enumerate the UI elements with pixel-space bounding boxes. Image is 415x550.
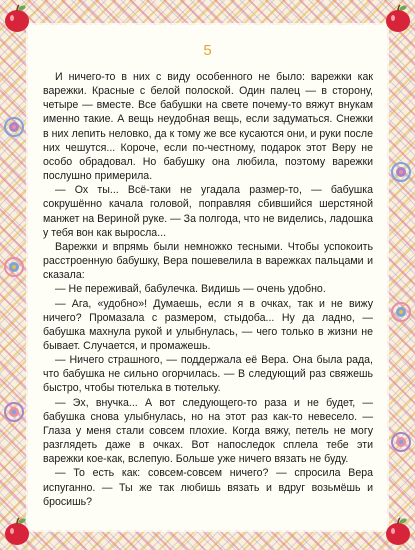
folk-flower-icon <box>389 300 413 324</box>
folk-flower-icon <box>389 160 413 184</box>
folk-flower-icon <box>2 255 26 279</box>
folk-flower-icon <box>389 430 413 454</box>
story-text <box>43 70 373 509</box>
paragraph: И ничего-то в них с виду особенного не было: варежки как варежки. Красные с белой полоской. Один палец — в сторону, четыре — вместе. Все бабушки на свете почему-то вяжут внукам именно такие. А вещь неудобная вещь, если задуматься. Снежки в них лепить неловко, да к тому же все кусаются они, и руки после них чешутся... Короче, если по-честному, подарок этот Веру не особо обрадовал. Но бабушку она любила, поэтому варежки послушно примерила. <box>43 71 373 183</box>
paragraph: — Ага, «удобно»! Думаешь, если я в очках, так и не вижу ничего? Промазала с размером, стыдоба... Ну да ладно, — бабушка махнула рукой и улыбнулась, — чего только в жизни не бывает. Случается, и промажешь. <box>43 297 373 352</box>
paragraph: — Эх, внучка... А вот следующего-то раза и не будет, — бабушка снова улыбнулась, но на этот раз как-то невесело. — Глаза у меня стали совсем плохие. Когда вяжу, петель не могу разглядеть даже в очках. Вот напоследок сплела тебе эти варежки кое-как, вслепую. Больше уже ничего вязать не буду. <box>43 396 373 466</box>
paragraph: — Не переживай, бабулечка. Видишь — очень удобно. <box>55 283 326 296</box>
paragraph: — Ничего страшного, — поддержала её Вера. Она была рада, что бабушка не сильно огорчилась. — В следующий раз свяжешь быстро, чтобы тютелька в тютельку. <box>43 354 373 395</box>
apple-icon <box>383 2 413 34</box>
paragraph: — Ох ты... Всё-таки не угадала размер-то, — бабушка сокрушённо качала головой, поправляя сбившийся шерстяной манжет на Вериной руке. — За полгода, что не виделись, ладошка у тебя вон как выросла... <box>43 184 373 239</box>
page-number: 5 <box>203 42 212 59</box>
folk-flower-icon <box>2 400 26 424</box>
folk-flower-icon <box>2 115 26 139</box>
paragraph: — То есть как: совсем-совсем ничего? — спросила Вера испуганно. — Ты же так любишь вязать и вдруг возьмёшь и бросишь? <box>43 467 373 508</box>
apple-icon <box>2 2 32 34</box>
apple-icon <box>383 515 413 547</box>
paragraph: Варежки и впрямь были немножко тесными. Чтобы успокоить расстроенную бабушку, Вера пошевелила в варежках пальцами и сказала: <box>43 240 373 282</box>
apple-icon <box>2 515 32 547</box>
